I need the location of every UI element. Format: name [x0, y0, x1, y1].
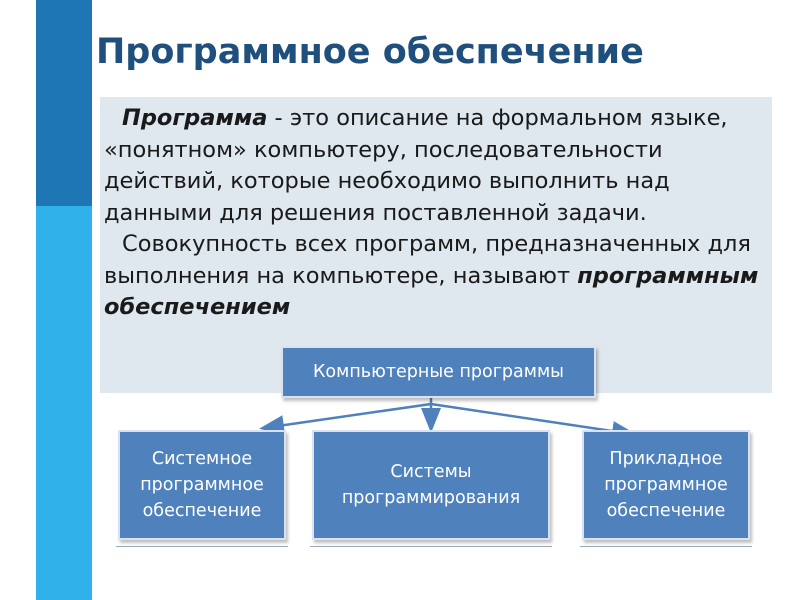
slide-title: Программное обеспечение	[96, 32, 644, 72]
connector-left	[264, 404, 431, 428]
term-program: Программа	[122, 105, 268, 131]
diagram-child-application-software: Прикладное программное обеспечение	[582, 430, 750, 540]
divider	[310, 546, 552, 547]
definition-software-text: Совокупность всех программ, предназначенных для выполнения на компьютере, называют	[104, 231, 751, 289]
term-software: программным обеспечением	[104, 262, 759, 320]
divider	[580, 546, 752, 547]
divider	[116, 546, 288, 547]
diagram-child-programming-systems: Системы программирования	[312, 430, 550, 540]
definition-program-text: - это описание на формальном языке, «понятном» компьютеру, последовательности действий, которые необходимо выполнить над данными для решения поставленной задачи.	[104, 105, 728, 226]
diagram-root-box: Компьютерные программы	[281, 346, 596, 398]
diagram-child-system-software: Системное программное обеспечение	[118, 430, 286, 540]
